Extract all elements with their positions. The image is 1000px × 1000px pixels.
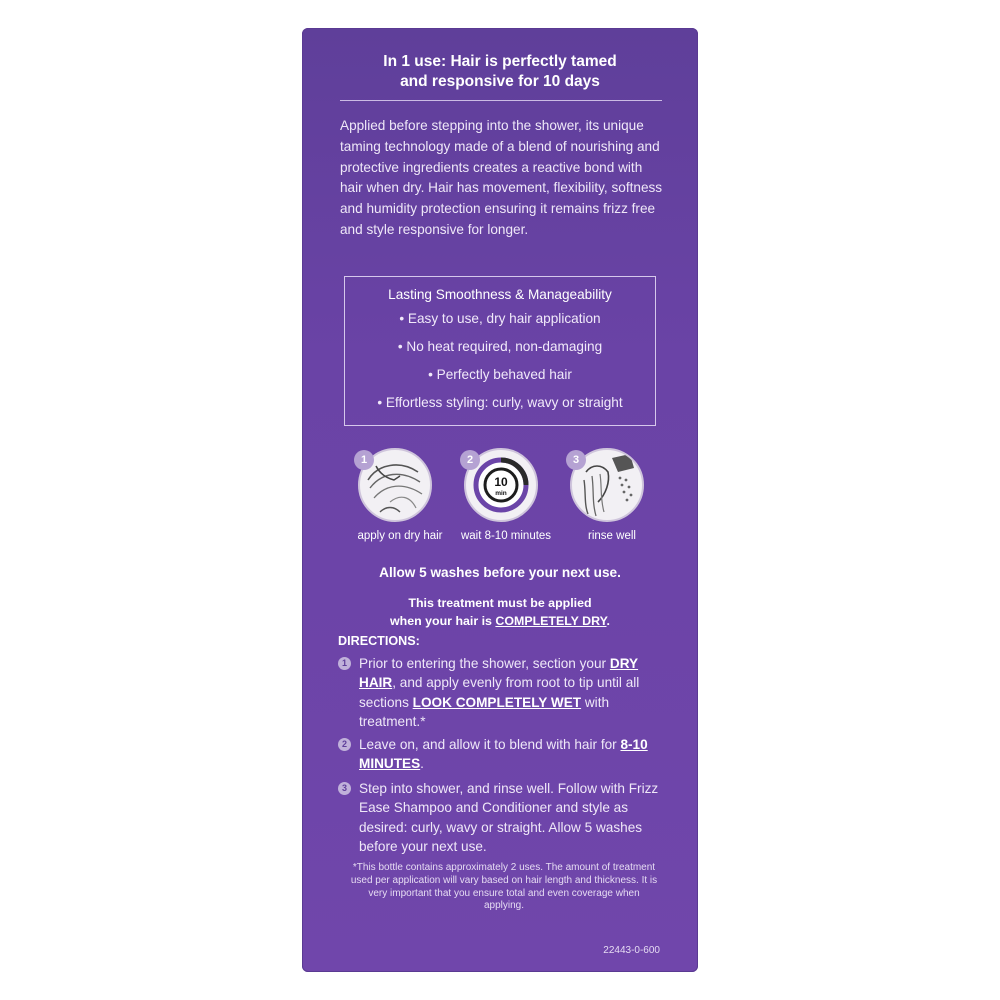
warning-text: when your hair is — [390, 614, 496, 628]
direction-step-2 — [338, 735, 672, 774]
benefit-item: • No heat required, non-damaging — [397, 339, 603, 354]
text-run: Prior to entering the shower, section your — [359, 656, 610, 671]
step-label: apply on dry hair — [357, 530, 443, 542]
step-number-badge: 2 — [460, 450, 480, 470]
directions-heading: DIRECTIONS: — [338, 634, 420, 648]
step-label: rinse well — [588, 530, 636, 542]
direction-number-badge: 2 — [338, 738, 351, 751]
step-label: wait 8-10 minutes — [460, 530, 552, 542]
benefit-item: • Easy to use, dry hair application — [399, 311, 601, 326]
emphasis-look-wet: LOOK COMPLETELY WET — [412, 694, 582, 710]
product-box-back-panel — [302, 28, 698, 972]
step-number-badge: 3 — [566, 450, 586, 470]
benefit-item: • Perfectly behaved hair — [428, 367, 572, 382]
warning-line-2 — [302, 612, 698, 630]
divider — [340, 100, 662, 101]
direction-step-1 — [338, 654, 672, 732]
headline-line-2: and responsive for 10 days — [400, 73, 600, 90]
text-run: , and apply evenly from root to tip until all sections — [359, 675, 640, 710]
usage-steps — [340, 448, 672, 548]
direction-number-badge: 1 — [338, 657, 351, 670]
warning-period: . — [606, 614, 610, 628]
dry-hair-warning — [302, 594, 698, 630]
direction-text — [359, 735, 672, 774]
allow-washes-text: Allow 5 washes before your next use. — [379, 565, 621, 580]
timer-unit: min — [495, 490, 507, 497]
product-code: 22443-0-600 — [603, 945, 660, 956]
intro-paragraph: Applied before stepping into the shower, its unique taming technology made of a blend of nourishing and protective ingredients creates a reactive bond with hair when dry. Hair has movement, flexibility, softness and humidity protection ensuring it remains frizz free and style responsive for longer. — [340, 118, 663, 237]
emphasis-dry-hair: DRY HAIR — [359, 656, 639, 691]
direction-text — [359, 654, 672, 732]
timer-value: 10 — [494, 475, 508, 489]
text-run: . — [420, 756, 424, 772]
emphasis-minutes: 8-10 MINUTES — [359, 737, 648, 772]
benefits-box — [344, 276, 656, 426]
warning-emphasis: COMPLETELY DRY — [495, 614, 607, 628]
direction-number-badge: 3 — [338, 782, 351, 795]
warning-line-1: This treatment must be applied — [408, 596, 592, 610]
headline-line-1: In 1 use: Hair is perfectly tamed — [383, 53, 617, 70]
text-run: with treatment.* — [359, 694, 610, 730]
footnote: *This bottle contains approximately 2 uses. The amount of treatment used per application will vary based on hair length and thickness. It is very important that you ensure total and even coverage when applying. — [350, 862, 658, 912]
text-run: Leave on, and allow it to blend with hair for — [359, 737, 621, 752]
step-number-badge: 1 — [354, 450, 374, 470]
benefits-title: Lasting Smoothness & Manageability — [388, 287, 612, 302]
direction-step-3 — [338, 779, 672, 857]
direction-text: Step into shower, and rinse well. Follow with Frizz Ease Shampoo and Conditioner and style as desired: curly, wavy or straight. Allow 5 washes before your next use. — [359, 781, 659, 855]
headline — [302, 52, 698, 92]
benefit-item: • Effortless styling: curly, wavy or straight — [377, 395, 623, 410]
